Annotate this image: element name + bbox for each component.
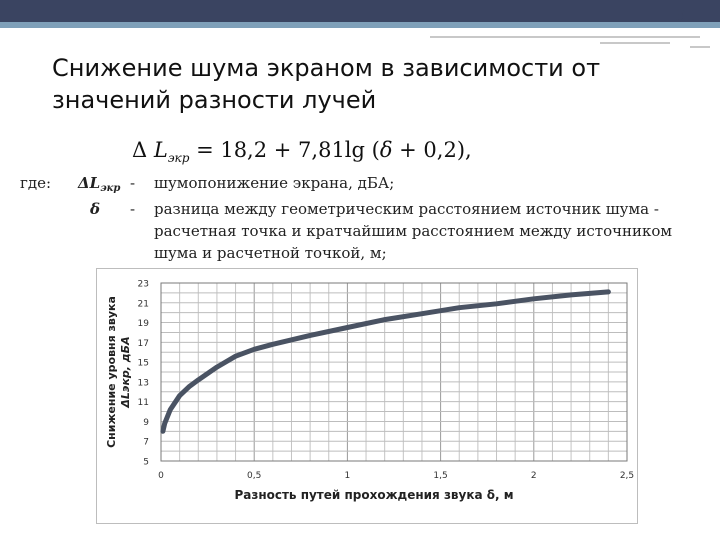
decorative-line — [430, 36, 700, 38]
y-tick-label: 19 — [137, 319, 149, 330]
x-tick-label: 1,5 — [433, 471, 448, 481]
y-tick-labels — [138, 280, 150, 468]
y-tick-label: 13 — [137, 378, 149, 389]
formula-delta-symbol: δ — [379, 138, 393, 162]
y-tick-label: 9 — [143, 417, 149, 428]
x-tick-label: 0,5 — [247, 471, 262, 481]
chart-frame — [96, 268, 638, 524]
top-banner-accent — [0, 22, 720, 28]
x-axis-label: Разность путей прохождения звука δ, м — [234, 488, 514, 502]
x-tick-labels — [158, 471, 634, 481]
formula-rhs-start: = 18,2 + 7,81lg ( — [189, 138, 380, 162]
chart-grid — [161, 283, 627, 461]
definition-text: шумопонижение экрана, дБА; — [154, 174, 395, 192]
y-tick-label: 15 — [137, 358, 149, 369]
formula-delta: Δ — [132, 138, 148, 162]
y-tick-label: 11 — [137, 398, 149, 409]
top-banner — [0, 0, 720, 22]
y-tick-label: 17 — [137, 338, 149, 349]
noise-reduction-chart — [97, 269, 637, 523]
symbol-text: ΔL — [78, 174, 101, 192]
y-axis-label-unit: ΔLэкр, дБА — [119, 336, 132, 408]
y-tick-label: 5 — [143, 457, 149, 468]
slide-number: 31 — [675, 6, 696, 25]
definition-symbol: δ — [90, 200, 101, 218]
x-tick-label: 2 — [530, 471, 537, 481]
definition-dash: - — [130, 200, 136, 218]
symbol-subscript: экр — [100, 183, 121, 194]
x-tick-label: 0 — [158, 471, 164, 481]
formula — [132, 138, 472, 165]
slide-title: Снижение шума экраном в зависимости от значений разности лучей — [52, 54, 601, 114]
formula-L: L — [153, 138, 168, 162]
y-tick-label: 21 — [137, 299, 149, 310]
x-tick-label: 2,5 — [619, 471, 635, 481]
definition-dash: - — [130, 174, 136, 192]
definition-text: разница между геометрическим расстоянием источник шума - расчетная точка и кратчайшим расстоянием между источником шума и расчетной точкой, м; — [154, 200, 673, 262]
y-tick-label: 7 — [143, 437, 149, 448]
formula-rhs-end: + 0,2), — [392, 138, 472, 162]
decorative-line — [600, 42, 670, 44]
y-tick-label: 23 — [137, 279, 149, 290]
definition-symbol — [78, 172, 120, 200]
decorative-line — [690, 46, 710, 48]
where-label: где: — [20, 174, 52, 192]
x-tick-label: 1 — [344, 471, 351, 481]
formula-subscript: экр — [167, 151, 190, 165]
y-axis-label: Снижение уровня звука — [105, 296, 118, 448]
